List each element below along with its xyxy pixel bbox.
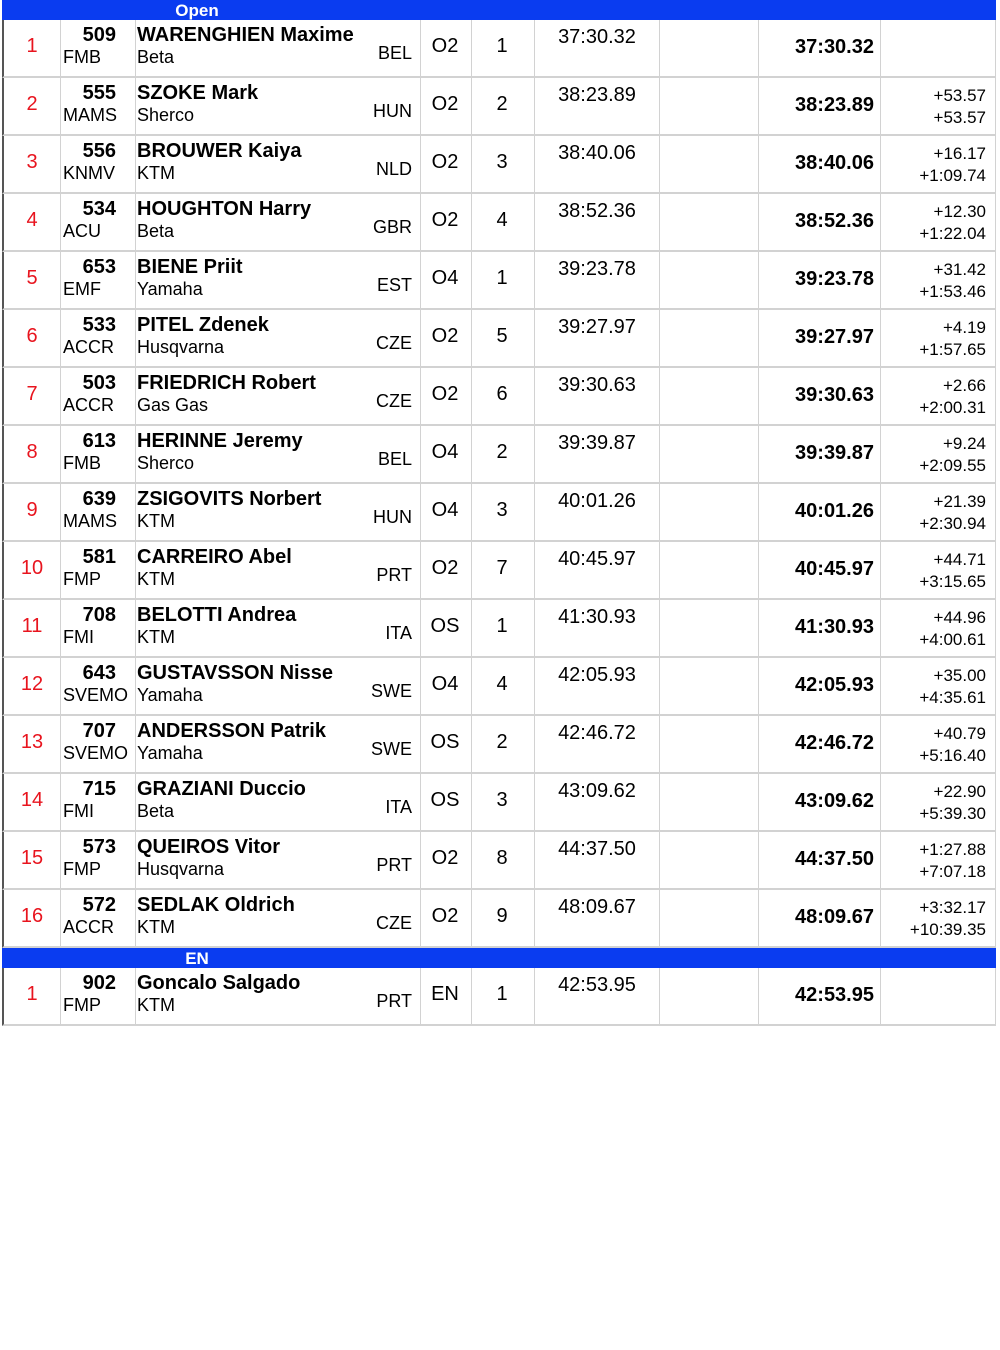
table-row	[2, 136, 996, 194]
rider-number: 556	[82, 140, 116, 162]
class-position: 4	[496, 209, 508, 231]
nationality: PRT	[376, 855, 412, 875]
gap-previous: +22.90	[933, 782, 986, 801]
lap-time: 41:30.93	[558, 606, 636, 628]
gap-previous: +4.19	[942, 318, 986, 337]
rider-name: PITEL Zdenek	[137, 314, 269, 336]
table-row	[2, 890, 996, 948]
lap-time: 39:30.63	[558, 374, 636, 396]
gap-leader: +7:07.18	[919, 862, 986, 881]
class-code: O4	[431, 673, 459, 695]
federation: FMI	[63, 627, 94, 647]
gap-previous: +3:32.17	[919, 898, 986, 917]
nationality: BEL	[377, 449, 412, 469]
row-edge	[995, 426, 996, 482]
total-time: 42:46.72	[795, 732, 874, 754]
bike-brand: Yamaha	[137, 685, 203, 705]
rider-number: 572	[82, 894, 116, 916]
class-header-en	[2, 948, 996, 968]
class-position: 4	[496, 673, 508, 695]
nationality: HUN	[373, 507, 412, 527]
table-row	[2, 774, 996, 832]
bike-brand: Beta	[137, 47, 175, 67]
rider-number: 533	[82, 314, 116, 336]
total-time: 40:01.26	[795, 500, 874, 522]
results-sections	[2, 0, 996, 1026]
class-code: O2	[431, 383, 459, 405]
gap-previous: +2.66	[942, 376, 986, 395]
column-divider	[135, 774, 136, 830]
gap-leader: +53.57	[933, 108, 986, 127]
rider-name: SZOKE Mark	[137, 82, 259, 104]
total-time: 37:30.32	[795, 36, 874, 58]
class-position: 7	[496, 557, 508, 579]
class-code: OS	[430, 615, 460, 637]
class-position: 9	[496, 905, 508, 927]
gap-leader: +1:53.46	[919, 282, 986, 301]
row-edge	[995, 78, 996, 134]
gap-leader: +5:39.30	[919, 804, 986, 823]
gap-leader: +2:00.31	[919, 398, 986, 417]
column-divider	[880, 890, 881, 946]
federation: SVEMO	[63, 685, 129, 705]
table-row	[2, 968, 996, 1026]
column-divider	[880, 658, 881, 714]
column-divider	[135, 426, 136, 482]
federation: ACCR	[63, 917, 115, 937]
gap-leader: +4:00.61	[919, 630, 986, 649]
column-divider	[880, 968, 881, 1024]
bike-brand: KTM	[137, 569, 175, 589]
column-divider	[135, 252, 136, 308]
lap-time: 44:37.50	[558, 838, 636, 860]
position-number: 10	[20, 557, 44, 579]
rider-name: GUSTAVSSON Nisse	[137, 662, 333, 684]
federation: ACCR	[63, 395, 115, 415]
total-time: 39:30.63	[795, 384, 874, 406]
class-title: Open	[175, 1, 219, 20]
nationality: CZE	[376, 333, 412, 353]
row-edge	[995, 368, 996, 424]
column-divider	[880, 716, 881, 772]
class-position: 1	[496, 615, 508, 637]
lap-time: 38:40.06	[558, 142, 636, 164]
class-position: 8	[496, 847, 508, 869]
class-code: O2	[431, 905, 459, 927]
gap-leader: +2:09.55	[919, 456, 986, 475]
column-divider	[880, 542, 881, 598]
row-edge	[995, 20, 996, 76]
row-edge	[995, 658, 996, 714]
row-edge	[995, 252, 996, 308]
rider-name: QUEIROS Vitor	[137, 836, 280, 858]
bike-brand: Husqvarna	[137, 337, 225, 357]
total-time: 38:23.89	[795, 94, 874, 116]
rider-name: FRIEDRICH Robert	[137, 372, 316, 394]
gap-leader: +4:35.61	[919, 688, 986, 707]
gap-leader: +1:09.74	[919, 166, 986, 185]
nationality: GBR	[372, 217, 412, 237]
class-position: 5	[496, 325, 508, 347]
lap-time: 40:01.26	[558, 490, 636, 512]
gap-previous: +21.39	[933, 492, 986, 511]
federation: FMP	[63, 995, 101, 1015]
rider-number: 573	[82, 836, 116, 858]
position-number: 13	[20, 731, 44, 753]
class-code: OS	[430, 731, 460, 753]
rider-number: 708	[82, 604, 116, 626]
column-divider	[135, 20, 136, 76]
class-position: 1	[496, 35, 508, 57]
column-divider	[135, 368, 136, 424]
class-position: 1	[496, 267, 508, 289]
total-time: 42:05.93	[795, 674, 874, 696]
bike-brand: KTM	[137, 627, 175, 647]
class-code: O2	[431, 151, 459, 173]
position-number: 16	[20, 905, 44, 927]
total-time: 39:23.78	[795, 268, 874, 290]
rider-number: 639	[82, 488, 116, 510]
class-code: O2	[431, 847, 459, 869]
lap-time: 42:46.72	[558, 722, 636, 744]
table-row	[2, 716, 996, 774]
lap-time: 40:45.97	[558, 548, 636, 570]
column-divider	[880, 426, 881, 482]
position-number: 2	[26, 93, 38, 115]
class-code: O4	[431, 499, 459, 521]
total-time: 44:37.50	[795, 848, 874, 870]
gap-previous: +9.24	[942, 434, 986, 453]
table-row	[2, 252, 996, 310]
nationality: BEL	[377, 43, 412, 63]
class-position: 3	[496, 499, 508, 521]
bike-brand: Gas Gas	[137, 395, 209, 415]
table-row	[2, 368, 996, 426]
nationality: CZE	[376, 913, 412, 933]
class-code: O2	[431, 35, 459, 57]
rider-name: HERINNE Jeremy	[137, 430, 303, 452]
column-divider	[880, 78, 881, 134]
table-row	[2, 78, 996, 136]
nationality: PRT	[376, 565, 412, 585]
position-number: 12	[20, 673, 44, 695]
table-row	[2, 426, 996, 484]
class-code: O2	[431, 325, 459, 347]
table-row	[2, 832, 996, 890]
nationality: EST	[376, 275, 412, 295]
federation: FMB	[63, 453, 101, 473]
position-number: 1	[26, 35, 38, 57]
rider-number: 613	[82, 430, 116, 452]
class-code: O2	[431, 93, 459, 115]
column-divider	[880, 310, 881, 366]
class-position: 2	[496, 441, 508, 463]
rider-number: 503	[82, 372, 116, 394]
federation: FMB	[63, 47, 101, 67]
rider-number: 509	[82, 24, 116, 46]
column-divider	[135, 832, 136, 888]
lap-time: 39:39.87	[558, 432, 636, 454]
lap-time: 43:09.62	[558, 780, 636, 802]
lap-time: 42:53.95	[558, 974, 636, 996]
position-number: 14	[20, 789, 44, 811]
class-code: EN	[431, 983, 459, 1005]
gap-previous: +1:27.88	[919, 840, 986, 859]
rider-name: BELOTTI Andrea	[137, 604, 297, 626]
row-edge	[995, 832, 996, 888]
total-time: 38:52.36	[795, 210, 874, 232]
rider-name: WARENGHIEN Maxime	[137, 24, 354, 46]
position-number: 3	[26, 151, 38, 173]
class-position: 6	[496, 383, 508, 405]
row-edge	[995, 600, 996, 656]
nationality: SWE	[370, 681, 412, 701]
federation: MAMS	[63, 105, 117, 125]
bike-brand: Sherco	[137, 105, 195, 125]
gap-previous: +35.00	[933, 666, 986, 685]
bike-brand: Husqvarna	[137, 859, 225, 879]
row-edge	[995, 542, 996, 598]
lap-time: 38:52.36	[558, 200, 636, 222]
gap-leader: +10:39.35	[909, 920, 986, 939]
gap-leader: +5:16.40	[919, 746, 986, 765]
total-time: 42:53.95	[795, 984, 874, 1006]
table-row	[2, 310, 996, 368]
gap-leader: +1:57.65	[919, 340, 986, 359]
column-divider	[135, 78, 136, 134]
row-edge	[995, 716, 996, 772]
gap-leader: +3:15.65	[919, 572, 986, 591]
column-divider	[880, 600, 881, 656]
position-number: 11	[21, 615, 43, 637]
federation: ACCR	[63, 337, 115, 357]
class-position: 2	[496, 93, 508, 115]
column-divider	[135, 890, 136, 946]
column-divider	[135, 310, 136, 366]
gap-previous: +44.96	[933, 608, 986, 627]
row-edge	[995, 310, 996, 366]
rider-name: ANDERSSON Patrik	[137, 720, 326, 742]
column-divider	[880, 136, 881, 192]
lap-time: 39:27.97	[558, 316, 636, 338]
column-divider	[880, 484, 881, 540]
column-divider	[135, 658, 136, 714]
rider-number: 707	[82, 720, 116, 742]
nationality: ITA	[385, 797, 412, 817]
bike-brand: KTM	[137, 163, 175, 183]
federation: FMI	[63, 801, 94, 821]
bike-brand: Yamaha	[137, 743, 203, 763]
gap-leader: +1:22.04	[919, 224, 986, 243]
gap-previous: +40.79	[933, 724, 986, 743]
table-row	[2, 194, 996, 252]
nationality: SWE	[370, 739, 412, 759]
bike-brand: Beta	[137, 801, 175, 821]
class-position: 3	[496, 151, 508, 173]
column-divider	[880, 368, 881, 424]
federation: SVEMO	[63, 743, 129, 763]
row-edge	[995, 194, 996, 250]
class-title: EN	[185, 949, 209, 968]
position-number: 8	[26, 441, 38, 463]
column-divider	[135, 716, 136, 772]
lap-time: 42:05.93	[558, 664, 636, 686]
column-divider	[135, 542, 136, 598]
column-divider	[135, 194, 136, 250]
total-time: 40:45.97	[795, 558, 874, 580]
rider-number: 902	[82, 972, 116, 994]
position-number: 15	[20, 847, 44, 869]
bike-brand: Sherco	[137, 453, 195, 473]
nationality: ITA	[385, 623, 412, 643]
rider-name: GRAZIANI Duccio	[137, 778, 306, 800]
class-code: O4	[431, 267, 459, 289]
nationality: PRT	[376, 991, 412, 1011]
column-divider	[880, 252, 881, 308]
nationality: CZE	[376, 391, 412, 411]
position-number: 9	[26, 499, 38, 521]
column-divider	[880, 194, 881, 250]
table-row	[2, 20, 996, 78]
total-time: 48:09.67	[795, 906, 874, 928]
column-divider	[880, 832, 881, 888]
lap-time: 39:23.78	[558, 258, 636, 280]
class-position: 2	[496, 731, 508, 753]
nationality: HUN	[373, 101, 412, 121]
class-position: 1	[496, 983, 508, 1005]
column-divider	[135, 600, 136, 656]
gap-previous: +53.57	[933, 86, 986, 105]
column-divider	[135, 968, 136, 1024]
table-row	[2, 658, 996, 716]
position-number: 7	[26, 383, 38, 405]
class-code: O4	[431, 441, 459, 463]
bike-brand: KTM	[137, 917, 175, 937]
row-edge	[995, 774, 996, 830]
lap-time: 48:09.67	[558, 896, 636, 918]
position-number: 5	[26, 267, 38, 289]
rider-name: ZSIGOVITS Norbert	[137, 488, 322, 510]
federation: FMP	[63, 569, 101, 589]
row-edge	[995, 890, 996, 946]
rider-name: Goncalo Salgado	[137, 972, 301, 994]
row-edge	[995, 136, 996, 192]
row-edge	[995, 484, 996, 540]
total-time: 38:40.06	[795, 152, 874, 174]
total-time: 39:27.97	[795, 326, 874, 348]
position-number: 6	[26, 325, 38, 347]
table-row	[2, 600, 996, 658]
rider-number: 715	[82, 778, 116, 800]
federation: ACU	[63, 221, 102, 241]
rider-name: SEDLAK Oldrich	[137, 894, 295, 916]
bike-brand: KTM	[137, 511, 175, 531]
nationality: NLD	[375, 159, 412, 179]
rider-name: HOUGHTON Harry	[137, 198, 312, 220]
class-code: O2	[431, 557, 459, 579]
rider-name: BIENE Priit	[137, 256, 243, 278]
column-divider	[135, 136, 136, 192]
rider-number: 653	[82, 256, 116, 278]
class-header-open	[2, 0, 996, 20]
rider-number: 643	[82, 662, 116, 684]
federation: EMF	[63, 279, 101, 299]
position-number: 1	[26, 983, 38, 1005]
table-row	[2, 542, 996, 600]
position-number: 4	[26, 209, 38, 231]
column-divider	[135, 484, 136, 540]
class-position: 3	[496, 789, 508, 811]
lap-time: 38:23.89	[558, 84, 636, 106]
rider-number: 555	[82, 82, 116, 104]
federation: MAMS	[63, 511, 117, 531]
table-row	[2, 484, 996, 542]
class-code: OS	[430, 789, 460, 811]
gap-leader: +2:30.94	[919, 514, 986, 533]
bike-brand: KTM	[137, 995, 175, 1015]
rider-name: BROUWER Kaiya	[137, 140, 302, 162]
gap-previous: +12.30	[933, 202, 986, 221]
gap-previous: +44.71	[933, 550, 986, 569]
column-divider	[880, 774, 881, 830]
total-time: 39:39.87	[795, 442, 874, 464]
federation: FMP	[63, 859, 101, 879]
results-sheet	[2, 0, 996, 1026]
total-time: 43:09.62	[795, 790, 874, 812]
class-code: O2	[431, 209, 459, 231]
column-divider	[880, 20, 881, 76]
gap-previous: +31.42	[933, 260, 986, 279]
rider-number: 534	[82, 198, 116, 220]
rider-number: 581	[82, 546, 116, 568]
lap-time: 37:30.32	[558, 26, 636, 48]
bike-brand: Yamaha	[137, 279, 203, 299]
total-time: 41:30.93	[795, 616, 874, 638]
bike-brand: Beta	[137, 221, 175, 241]
gap-previous: +16.17	[933, 144, 986, 163]
rider-name: CARREIRO Abel	[137, 546, 292, 568]
row-edge	[995, 968, 996, 1024]
federation: KNMV	[63, 163, 116, 183]
